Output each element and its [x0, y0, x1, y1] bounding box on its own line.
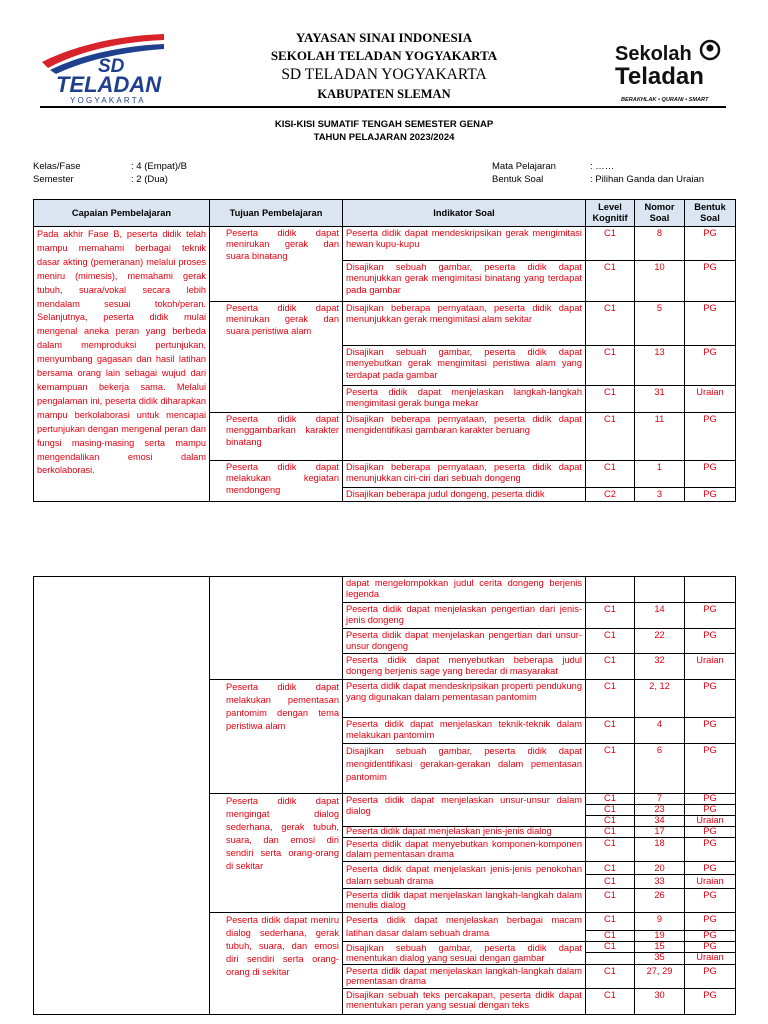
bentuk-cell: PG: [685, 941, 736, 953]
nomor-cell: 18: [635, 837, 685, 861]
tp-1-1: Peserta didik dapat menirukan gerak dan suara binatang: [210, 227, 343, 302]
indikator-cell: Disajikan sebuah gambar, peserta didik dapat mengidentifikasi gerakan-gerakan dalam pementasan pantomim: [343, 743, 586, 793]
level-cell: C1: [586, 793, 635, 804]
indikator-cell: Disajikan beberapa pernyataan, peserta didik dapat menunjukkan gerak mengimitasi alam sekitar: [343, 302, 586, 346]
indikator-cell: Peserta didik dapat mendeskripsikan gerak mengimitasi hewan kupu-kupu: [343, 227, 586, 261]
bentuk-label: Bentuk Soal: [492, 174, 544, 185]
level-cell: C2: [586, 488, 635, 502]
level-cell: C1: [586, 227, 635, 261]
bentuk-cell: PG: [685, 602, 736, 628]
bentuk-cell: PG: [685, 302, 736, 346]
bentuk-cell: PG: [685, 804, 736, 815]
level-cell: C1: [586, 302, 635, 346]
nomor-cell: 15: [635, 941, 685, 953]
nomor-cell: 5: [635, 302, 685, 346]
level-cell: C1: [586, 602, 635, 628]
bentuk-cell: PG: [685, 717, 736, 743]
bentuk-cell: PG: [685, 988, 736, 1014]
level-cell: C1: [586, 804, 635, 815]
indikator-cell: Peserta didik dapat menyebutkan komponen-komponen dalam pementasan drama: [343, 837, 586, 861]
indikator-cell: Disajikan beberapa pernyataan, peserta didik dapat menunjukkan ciri-ciri dari sebuah dongeng: [343, 461, 586, 488]
nomor-cell: 32: [635, 654, 685, 680]
level-cell: C1: [586, 912, 635, 930]
regency-name: KABUPATEN SLEMAN: [317, 87, 451, 101]
level-cell: C1: [586, 815, 635, 826]
nomor-cell: 13: [635, 346, 685, 386]
tp-2-2: Peserta didik dapat meniru dialog sederhana, gerak tubuh, suara, dan emosi diri sendiri serta orang-orang di sekitar: [210, 912, 343, 1014]
bentuk-cell: PG: [685, 628, 736, 654]
nomor-cell: 26: [635, 888, 685, 912]
indikator-cell: dapat mengelompokkan judul cerita dongeng berjenis legenda: [343, 577, 586, 603]
tp-1-2: Peserta didik dapat menirukan gerak dan suara peristiwa alam: [210, 302, 343, 413]
svg-text:YOGYAKARTA: YOGYAKARTA: [70, 96, 146, 105]
level-cell: C1: [586, 654, 635, 680]
nomor-cell: 9: [635, 912, 685, 930]
nomor-cell: 19: [635, 930, 685, 941]
level-cell: C1: [586, 743, 635, 793]
nomor-cell: 11: [635, 413, 685, 461]
level-cell: C1: [586, 988, 635, 1014]
kelas-label: Kelas/Fase: [33, 161, 81, 172]
bentuk-cell: Uraian: [685, 875, 736, 889]
nomor-cell: 35: [635, 953, 685, 965]
bentuk-cell: PG: [685, 679, 736, 717]
bentuk-cell: Uraian: [685, 654, 736, 680]
bentuk-cell: PG: [685, 227, 736, 261]
indikator-cell: Disajikan beberapa pernyataan, peserta didik dapat mengidentifikasi gambaran karakter beruang: [343, 413, 586, 461]
school-foundation-name: SEKOLAH TELADAN YOGYAKARTA: [270, 48, 498, 63]
nomor-cell: 30: [635, 988, 685, 1014]
semester-value: : 2 (Dua): [131, 174, 168, 185]
nomor-cell: 3: [635, 488, 685, 502]
nomor-cell: 1: [635, 461, 685, 488]
nomor-cell: 22: [635, 628, 685, 654]
level-cell: C1: [586, 964, 635, 988]
nomor-cell: 10: [635, 261, 685, 302]
svg-text:SD: SD: [98, 56, 125, 77]
indikator-cell: Peserta didik dapat menjelaskan langkah-langkah dalam pementasan drama: [343, 964, 586, 988]
bentuk-cell: PG: [685, 964, 736, 988]
indikator-cell: Peserta didik dapat menjelaskan teknik-teknik dalam melakukan pantomim: [343, 717, 586, 743]
level-cell: C1: [586, 875, 635, 889]
indikator-cell: Peserta didik dapat menyebutkan beberapa judul dongeng berjenis sage yang beredar di masyarakat: [343, 654, 586, 680]
indikator-cell: Peserta didik dapat menjelaskan unsur-unsur dalam dialog: [343, 793, 586, 826]
bentuk-cell: PG: [685, 888, 736, 912]
bentuk-cell: PG: [685, 861, 736, 875]
indikator-cell: Peserta didik dapat mendeskripsikan properti pendukung yang digunakan dalam pementasan pantomim: [343, 679, 586, 717]
header-nomor: Nomor Soal: [635, 200, 685, 227]
indikator-cell: Disajikan beberapa judul dongeng, peserta didik: [343, 488, 586, 502]
kisi-kisi-table-part1: [33, 199, 736, 502]
cp-continuation: [34, 577, 210, 1015]
level-cell: C1: [586, 413, 635, 461]
indikator-cell: Peserta didik dapat menjelaskan pengertian dari unsur-unsur dongeng: [343, 628, 586, 654]
nomor-cell: 14: [635, 602, 685, 628]
header-cp: Capaian Pembelajaran: [34, 200, 210, 227]
kisi-kisi-table-part2: [33, 576, 736, 1015]
semester-label: Semester: [33, 174, 74, 185]
level-cell: C1: [586, 261, 635, 302]
bentuk-cell: PG: [685, 837, 736, 861]
yayasan-name: YAYASAN SINAI INDONESIA: [295, 30, 473, 45]
nomor-cell: 27, 29: [635, 964, 685, 988]
nomor-cell: 23: [635, 804, 685, 815]
level-cell: C1: [586, 461, 635, 488]
bentuk-cell: [685, 577, 736, 603]
tp-1-4: Peserta didik dapat melakukan kegiatan mendongeng: [210, 461, 343, 502]
tp-continuation: [210, 577, 343, 680]
bentuk-cell: PG: [685, 826, 736, 837]
tp-1-3: Peserta didik dapat menggambarkan karakter binatang: [210, 413, 343, 461]
level-cell: C1: [586, 837, 635, 861]
bentuk-cell: Uraian: [685, 953, 736, 965]
indikator-cell: Peserta didik dapat menjelaskan langkah-langkah dalam menulis dialog: [343, 888, 586, 912]
indikator-cell: Peserta didik dapat menjelaskan jenis-jenis dialog: [343, 826, 586, 837]
header-bentuk: Bentuk Soal: [685, 200, 736, 227]
nomor-cell: 7: [635, 793, 685, 804]
tp-1-5: Peserta didik dapat melakukan pementasan pantomim dengan tema peristiwa alam: [210, 679, 343, 793]
bentuk-cell: Uraian: [685, 815, 736, 826]
nomor-cell: [635, 577, 685, 603]
level-cell: C1: [586, 628, 635, 654]
level-cell: C1: [586, 930, 635, 941]
sekolah-teladan-logo: [613, 36, 723, 106]
level-cell: C1: [586, 888, 635, 912]
nomor-cell: 6: [635, 743, 685, 793]
indikator-cell: Peserta didik dapat menjelaskan jenis-jenis penokohan dalam sebuah drama: [343, 861, 586, 888]
svg-text:Sekolah: Sekolah: [615, 43, 692, 65]
mapel-label: Mata Pelajaran: [492, 161, 556, 172]
tp-2-1: Peserta didik dapat mengingat dialog sederhana, gerak tubuh, suara, dan emosi diri sendiri serta orang-orang di sekitar: [210, 793, 343, 912]
level-cell: C1: [586, 717, 635, 743]
svg-text:TELADAN: TELADAN: [56, 72, 162, 97]
indikator-cell: Disajikan sebuah gambar, peserta didik dapat menunjukkan gerak mengimitasi binatang yang terdapat pada gambar: [343, 261, 586, 302]
svg-text:Teladan: Teladan: [615, 63, 704, 90]
bentuk-cell: PG: [685, 261, 736, 302]
indikator-cell: Peserta didik dapat menjelaskan berbagai macam latihan dasar dalam sebuah drama: [343, 912, 586, 941]
indikator-cell: Disajikan sebuah teks percakapan, peserta didik dapat menentukan peran yang sesuai dengan teks: [343, 988, 586, 1014]
bentuk-cell: PG: [685, 743, 736, 793]
nomor-cell: 20: [635, 861, 685, 875]
mapel-value: : ……: [590, 161, 615, 172]
nomor-cell: 31: [635, 386, 685, 413]
level-cell: C1: [586, 679, 635, 717]
academic-year: TAHUN PELAJARAN 2023/2024: [313, 132, 455, 143]
bentuk-cell: PG: [685, 346, 736, 386]
indikator-cell: Disajikan sebuah gambar, peserta didik dapat menentukan dialog yang sesuai dengan gambar: [343, 941, 586, 964]
bentuk-cell: PG: [685, 930, 736, 941]
level-cell: C1: [586, 346, 635, 386]
bentuk-cell: Uraian: [685, 386, 736, 413]
level-cell: C1: [586, 386, 635, 413]
bentuk-cell: PG: [685, 461, 736, 488]
level-cell: [586, 953, 635, 965]
level-cell: C1: [586, 941, 635, 953]
indikator-cell: Disajikan sebuah gambar, peserta didik dapat menyebutkan gerak mengimitasi peristiwa alam yang terdapat pada gambar: [343, 346, 586, 386]
bentuk-cell: PG: [685, 413, 736, 461]
nomor-cell: 8: [635, 227, 685, 261]
header-divider: [40, 106, 726, 108]
bentuk-cell: PG: [685, 793, 736, 804]
header-indikator: Indikator Soal: [343, 200, 586, 227]
nomor-cell: 34: [635, 815, 685, 826]
bentuk-value: : Pilihan Ganda dan Uraian: [590, 174, 705, 185]
indikator-cell: Peserta didik dapat menjelaskan pengertian dari jenis-jenis dongeng: [343, 602, 586, 628]
level-cell: [586, 577, 635, 603]
school-name: SD TELADAN YOGYAKARTA: [281, 66, 487, 83]
bentuk-cell: PG: [685, 488, 736, 502]
cp-text: Pada akhir Fase B, peserta didik telah mampu memahami berbagai teknik dasar akting (pemeranan) melalui proses meniru (mimesis), memahami gerak tubuh, suara/vokal secara lebih mendalam sesuai tokoh/peran. Selanjutnya, peserta didik mulai mengenal aneka peran yang berbeda dalam memproduksi pertunjukan, menyumbang gagasan dan hasil latihan bersama orang lain sebagai wujud dari kemampuan bekerja sama. Melalui pengalaman ini, peserta didik diharapkan mampu berkolaborasi untuk mencapai pertunjukan dengan mengenal peran dan fungsi masing-masing serta mampu mengendalikan emosi dalam berkolaborasi.: [34, 227, 210, 502]
nomor-cell: 2, 12: [635, 679, 685, 717]
nomor-cell: 33: [635, 875, 685, 889]
nomor-cell: 17: [635, 826, 685, 837]
bentuk-cell: PG: [685, 912, 736, 930]
nomor-cell: 4: [635, 717, 685, 743]
kelas-value: : 4 (Empat)/B: [131, 161, 187, 172]
header-tp: Tujuan Pembelajaran: [210, 200, 343, 227]
document-title: KISI-KISI SUMATIF TENGAH SEMESTER GENAP: [274, 119, 494, 130]
header-level: Level Kognitif: [586, 200, 635, 227]
indikator-cell: Peserta didik dapat menjelaskan langkah-langkah mengimitasi gerak bunga mekar: [343, 386, 586, 413]
level-cell: C1: [586, 861, 635, 875]
svg-text:BERAKHLAK • QURANI • SMART: BERAKHLAK • QURANI • SMART: [621, 97, 709, 103]
level-cell: C1: [586, 826, 635, 837]
